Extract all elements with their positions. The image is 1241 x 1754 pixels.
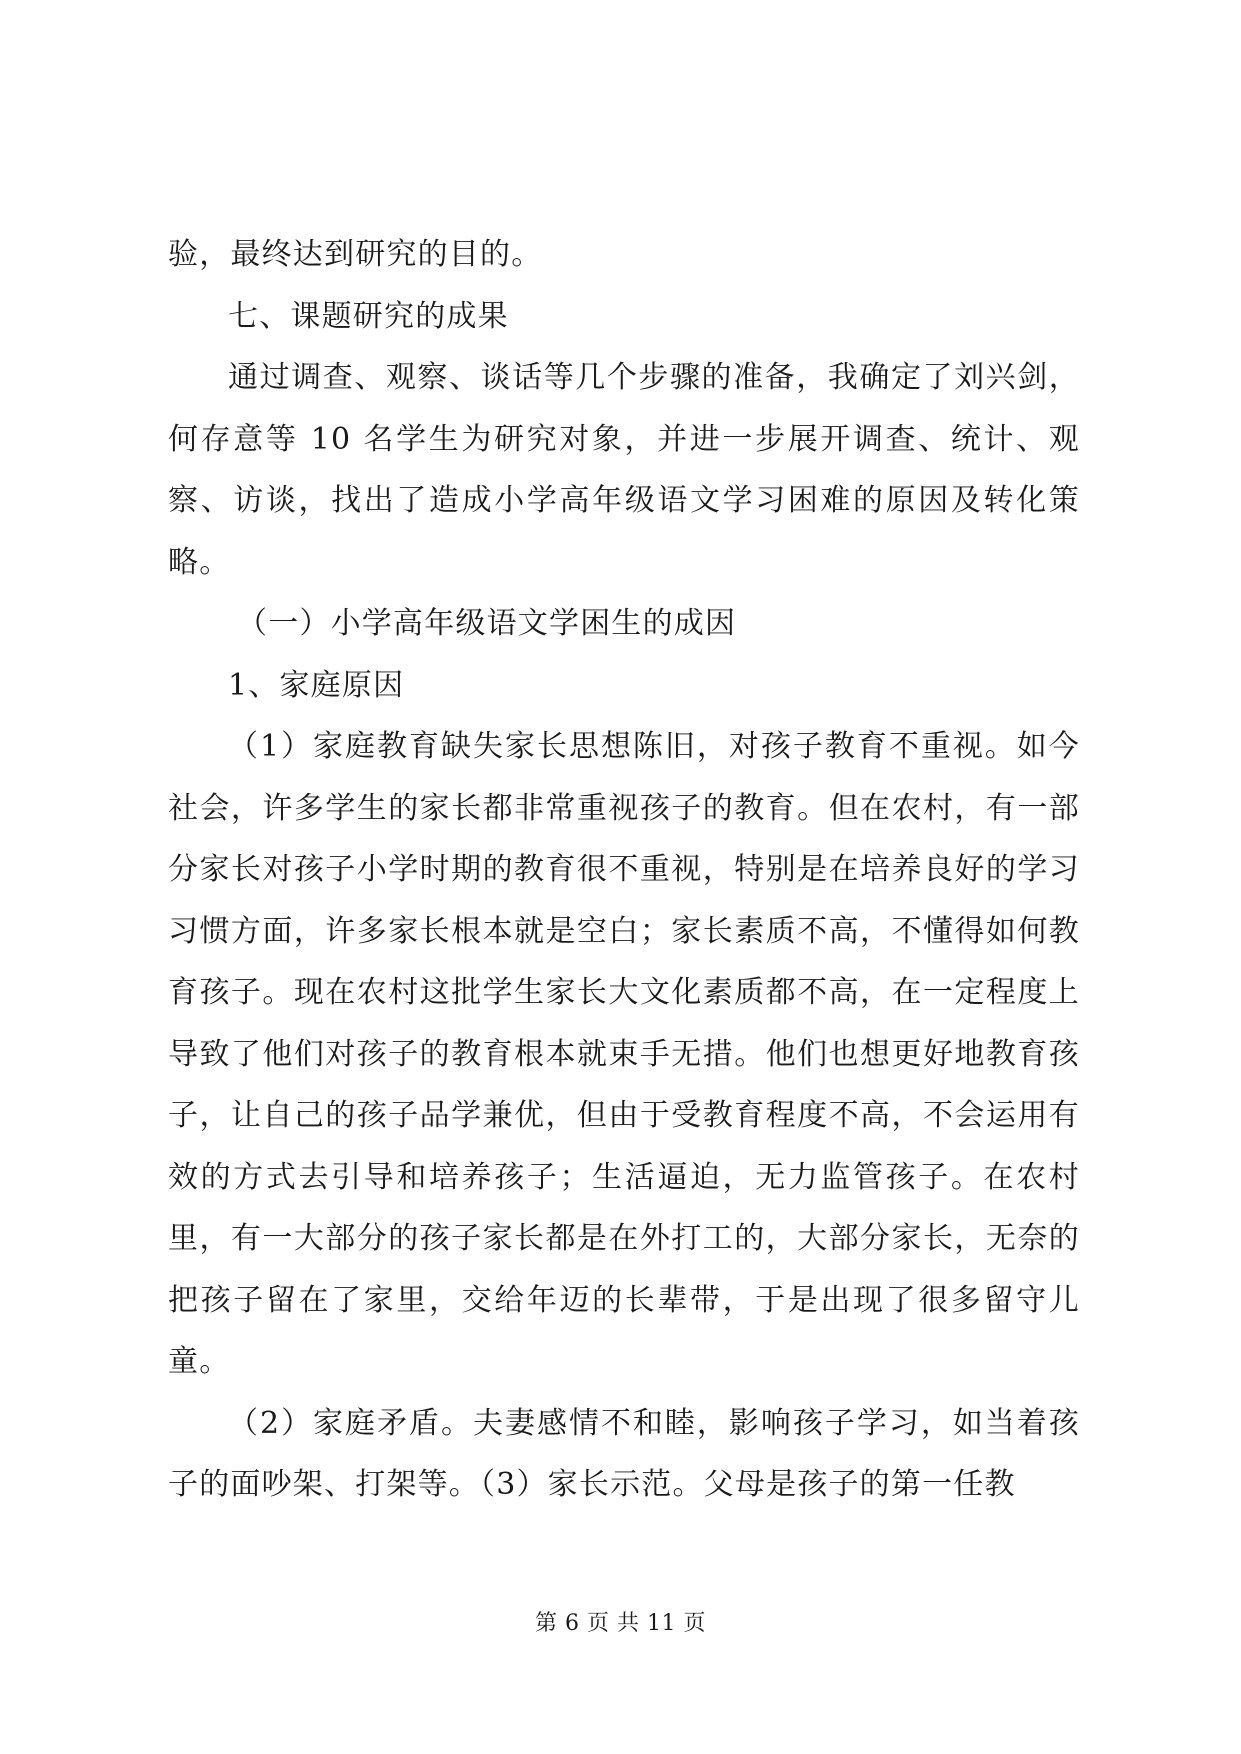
paragraph-continuation: 验，最终达到研究的目的。 [168, 237, 543, 272]
paragraph-research-subjects: 通过调查、观察、谈话等几个步骤的准备，我确定了刘兴剑，何存意等 10 名学生为研究对象，并进一步展开调查、统计、观察、访谈，找出了造成小学高年级语文学习困难的原因及转化策略。 [168, 360, 1080, 580]
subheading-family-reasons: 1、家庭原因 [228, 667, 405, 703]
subsection-heading-causes: （一）小学高年级语文学困生的成因 [237, 606, 737, 641]
page-footer: 第 6 页 共 11 页 [535, 1611, 706, 1636]
paragraph-family-education: （1）家庭教育缺失家长思想陈旧，对孩子教育不重视。如今社会，许多学生的家长都非常重视孩子的教育。但在农村，有一部分家长对孩子小学时期的教育很不重视，特别是在培养良好的学习习惯方面，许多家长根本就是空白；家长素质不高，不懂得如何教育孩子。现在农村这批学生家长大文化素质都不高，在一定程度上导致了他们对孩子的教育根本就束手无措。他们也想更好地教育孩子，让自己的孩子品学兼优，但由于受教育程度不高，不会运用有效的方式去引导和培养孩子；生活逼迫，无力监管孩子。在农村里，有一大部分的孩子家长都是在外打工的，大部分家长，无奈的把孩子留在了家里，交给年迈的长辈带，于是出现了很多留守儿童。 [168, 729, 1080, 1379]
section-heading-results: 七、课题研究的成果 [228, 298, 509, 334]
document-body [168, 224, 1080, 1516]
paragraph-family-conflict: （2）家庭矛盾。夫妻感情不和睦，影响孩子学习，如当着孩子的面吵架、打架等。（3）家长示范。父母是孩子的第一任教 [168, 1405, 1080, 1502]
